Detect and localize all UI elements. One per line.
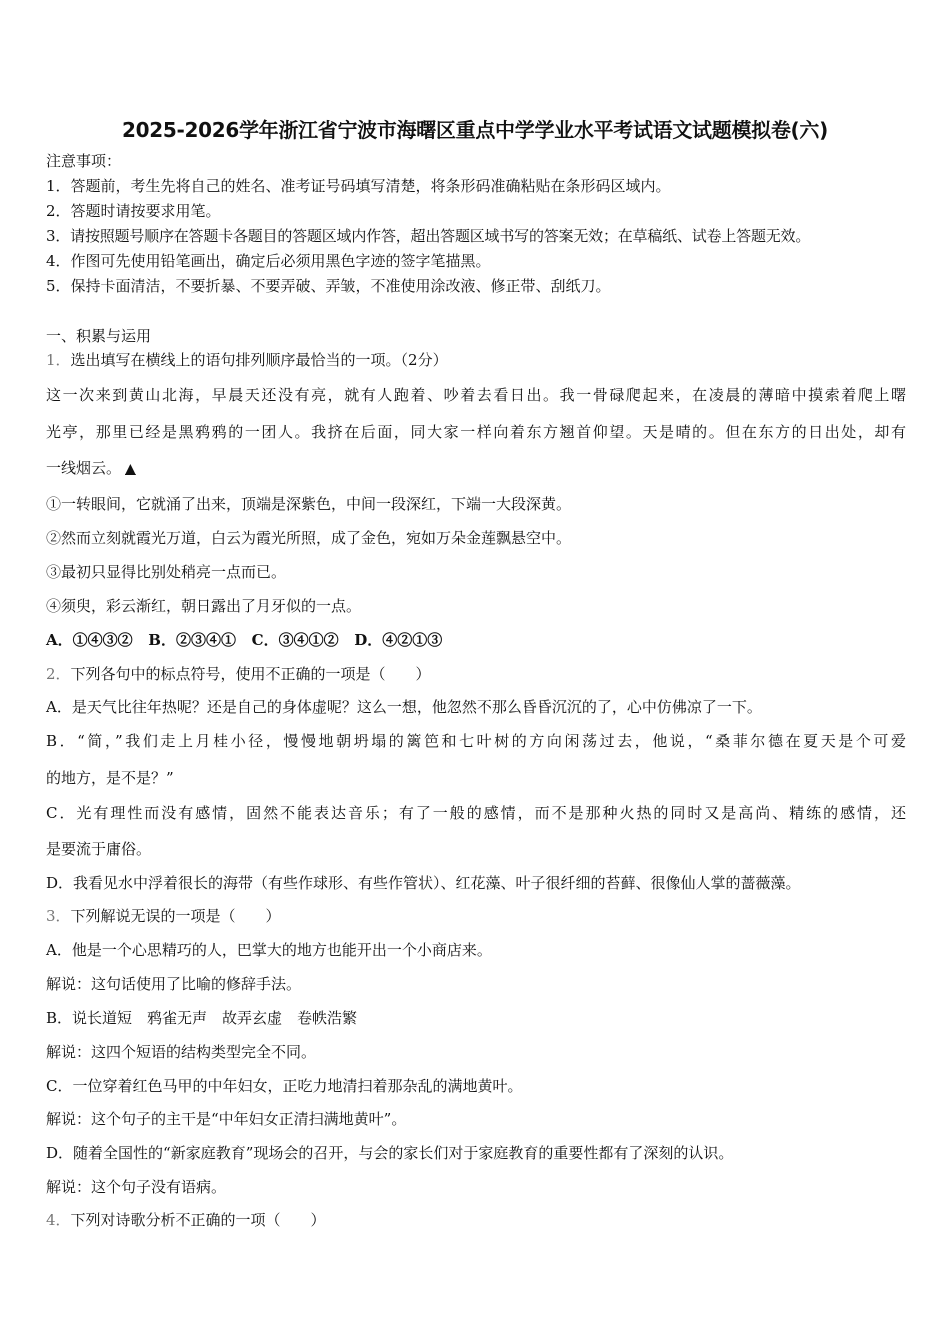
blank-triangle-icon: ▲: [125, 461, 136, 477]
notice-item: 1．答题前，考生先将自己的姓名、准考证号码填写清楚，将条形码准确粘贴在条形码区域内。: [46, 177, 671, 195]
notice-heading: 注意事项：: [46, 152, 122, 170]
option-d: D．随着全国性的“新家庭教育”现场会的召开，与会的家长们对于家庭教育的重要性都有了深刻的认识。: [46, 1144, 734, 1162]
option-b-cont: 的地方，是不是？”: [46, 769, 174, 787]
question-text: 下列解说无误的一项是（ ）: [70, 907, 281, 925]
option-c: C．一位穿着红色马甲的中年妇女，正吃力地清扫着那杂乱的满地黄叶。: [46, 1077, 523, 1095]
notice-item: 5．保持卡面清洁，不要折暴、不要弄破、弄皱，不准使用涂改液、修正带、刮纸刀。: [46, 277, 611, 295]
option-c: C．光有理性而没有感情，固然不能表达音乐；有了一般的感情，而不是那种火热的同时又是高尚、精练的感情，还: [46, 804, 906, 822]
question-4-stem: [46, 1210, 326, 1230]
passage-text: 一线烟云。: [46, 459, 122, 477]
option-d-note: 解说：这个句子没有语病。: [46, 1178, 227, 1196]
question-1-stem: [46, 350, 448, 370]
question-2-stem: [46, 664, 431, 684]
sentence-item: ④须臾，彩云渐红，朝日露出了月牙似的一点。: [46, 597, 362, 615]
question-text: 选出填写在横线上的语句排列顺序最恰当的一项。（2分）: [70, 351, 448, 369]
question-number: 3．: [46, 907, 71, 925]
answer-options: A．①④③② B．②③④① C．③④①② D．④②①③: [46, 631, 443, 649]
question-number: 1．: [46, 351, 71, 369]
passage-line: 光亭，那里已经是黑鸦鸦的一团人。我挤在后面，同大家一样向着东方翘首仰望。天是晴的。但在东方的日出处，却有: [46, 423, 906, 441]
passage-line: [46, 458, 140, 479]
question-number: 4．: [46, 1211, 71, 1229]
sentence-item: ①一转眼间，它就涌了出来，顶端是深紫色，中间一段深红，下端一大段深黄。: [46, 495, 572, 513]
notice-item: 2．答题时请按要求用笔。: [46, 202, 221, 220]
option-c-note: 解说：这个句子的主干是“中年妇女正清扫满地黄叶”。: [46, 1110, 407, 1128]
question-3-stem: [46, 906, 281, 926]
passage-line: 这一次来到黄山北海，早晨天还没有亮，就有人跑着、吵着去看日出。我一骨碌爬起来，在凌晨的薄暗中摸索着爬上曙: [46, 386, 906, 404]
sentence-item: ②然而立刻就霞光万道，白云为霞光所照，成了金色，宛如万朵金莲飘悬空中。: [46, 529, 572, 547]
section-heading: 一、积累与运用: [46, 327, 152, 345]
question-text: 下列各句中的标点符号，使用不正确的一项是（ ）: [70, 665, 431, 683]
option-a-note: 解说：这句话使用了比喻的修辞手法。: [46, 975, 302, 993]
document-title: 2025-2026学年浙江省宁波市海曙区重点中学学业水平考试语文试题模拟卷(六): [122, 118, 828, 142]
option-b: B．“简，”我们走上月桂小径，慢慢地朝坍塌的篱笆和七叶树的方向闲荡过去，他说，“桑菲尔德在夏天是个可爱: [46, 732, 906, 750]
option-b: B．说长道短 鸦雀无声 故弄玄虚 卷帙浩繁: [46, 1009, 358, 1027]
option-b-note: 解说：这四个短语的结构类型完全不同。: [46, 1043, 317, 1061]
notice-item: 3．请按照题号顺序在答题卡各题目的答题区域内作答，超出答题区域书写的答案无效；在草稿纸、试卷上答题无效。: [46, 227, 811, 245]
option-a: A．是天气比往年热呢？还是自己的身体虚呢？这么一想，他忽然不那么昏昏沉沉的了，心中仿佛凉了一下。: [46, 698, 762, 716]
option-d: D．我看见水中浮着很长的海带（有些作球形、有些作管状）、红花藻、叶子很纤细的苔藓、很像仙人掌的蔷薇藻。: [46, 874, 801, 892]
question-text: 下列对诗歌分析不正确的一项（ ）: [70, 1211, 326, 1229]
sentence-item: ③最初只显得比别处稍亮一点而已。: [46, 563, 287, 581]
option-a: A．他是一个心思精巧的人，巴掌大的地方也能开出一个小商店来。: [46, 941, 492, 959]
option-c-cont: 是要流于庸俗。: [46, 840, 152, 858]
question-number: 2．: [46, 665, 71, 683]
notice-item: 4．作图可先使用铅笔画出，确定后必须用黑色字迹的签字笔描黑。: [46, 252, 491, 270]
